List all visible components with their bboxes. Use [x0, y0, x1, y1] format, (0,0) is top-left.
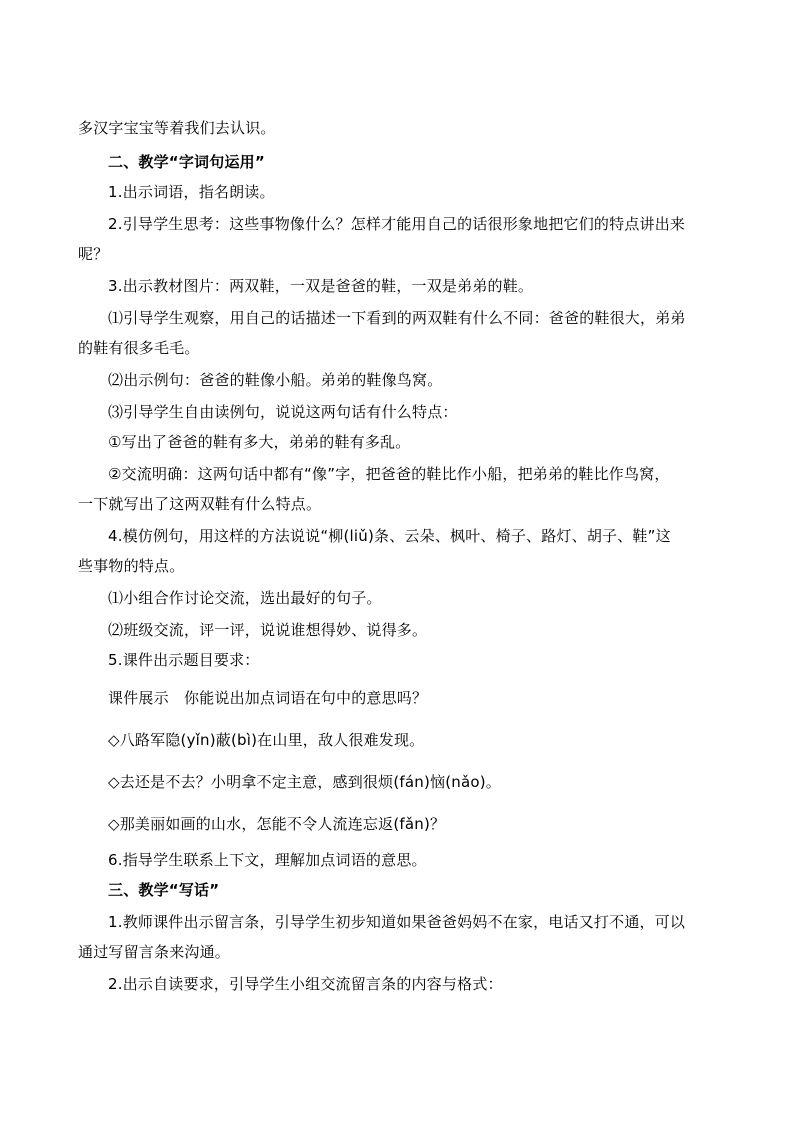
text-line-16: ⑵班级交流，评一评，说说谁想得妙、说得多。: [108, 621, 428, 639]
text-line-2: 1.出示词语，指名朗读。: [108, 183, 275, 201]
text-line-11: ②交流明确：这两句话中都有“像”字，把爸爸的鞋比作小船，把弟弟的鞋比作鸟窝，: [108, 465, 670, 483]
text-line-5: 3.出示教材图片：两双鞋，一双是爸爸的鞋，一双是弟弟的鞋。: [108, 277, 534, 295]
section-heading-3: 三、教学“写话”: [108, 881, 220, 899]
text-line-0: 多汉字宝宝等着我们去认识。: [78, 119, 276, 137]
text-line-7: 的鞋有很多毛毛。: [78, 339, 200, 357]
example-sentence-3: ◇那美丽如画的山水，怎能不令人流连忘返(fǎn)？: [108, 815, 446, 833]
text-line-15: ⑴小组合作讨论交流，选出最好的句子。: [108, 589, 382, 607]
text-line-3: 2.引导学生思考：这些事物像什么？怎样才能用自己的话很形象地把它们的特点讲出来: [108, 215, 686, 233]
text-line-17: 5.课件出示题目要求：: [108, 651, 260, 669]
text-line-12: 一下就写出了这两双鞋有什么特点。: [78, 495, 322, 513]
text-line-24: 1.教师课件出示留言条，引导学生初步知道如果爸爸妈妈不在家，电话又打不通，可以: [108, 913, 686, 931]
text-line-6: ⑴引导学生观察，用自己的话描述一下看到的两双鞋有什么不同：爸爸的鞋很大，弟弟: [108, 309, 686, 327]
example-sentence-2: ◇去还是不去？小明拿不定主意，感到很烦(fán)恼(nǎo)。: [108, 773, 502, 791]
text-line-10: ①写出了爸爸的鞋有多大，弟弟的鞋有多乱。: [108, 433, 411, 451]
text-line-25: 通过写留言条来沟通。: [78, 943, 231, 961]
text-line-4: 呢？: [78, 245, 109, 263]
text-line-8: ⑵出示例句：爸爸的鞋像小船。弟弟的鞋像鸟窝。: [108, 371, 443, 389]
text-line-13: 4.模仿例句，用这样的方法说说“柳(liǔ)条、云朵、枫叶、椅子、路灯、胡子、鞋”这: [108, 527, 671, 545]
text-line-22: 6.指导学生联系上下文，理解加点词语的意思。: [108, 851, 427, 869]
text-line-14: 些事物的特点。: [78, 557, 185, 575]
example-sentence-1: ◇八路军隐(yǐn)蔽(bì)在山里，敌人很难发现。: [108, 731, 425, 749]
courseware-caption: 课件展示 你能说出加点词语在句中的意思吗？: [108, 689, 428, 707]
text-line-9: ⑶引导学生自由读例句，说说这两句话有什么特点：: [108, 403, 458, 421]
text-line-26: 2.出示自读要求，引导学生小组交流留言条的内容与格式：: [108, 975, 503, 993]
section-heading-2: 二、教学“字词句运用”: [108, 153, 265, 171]
